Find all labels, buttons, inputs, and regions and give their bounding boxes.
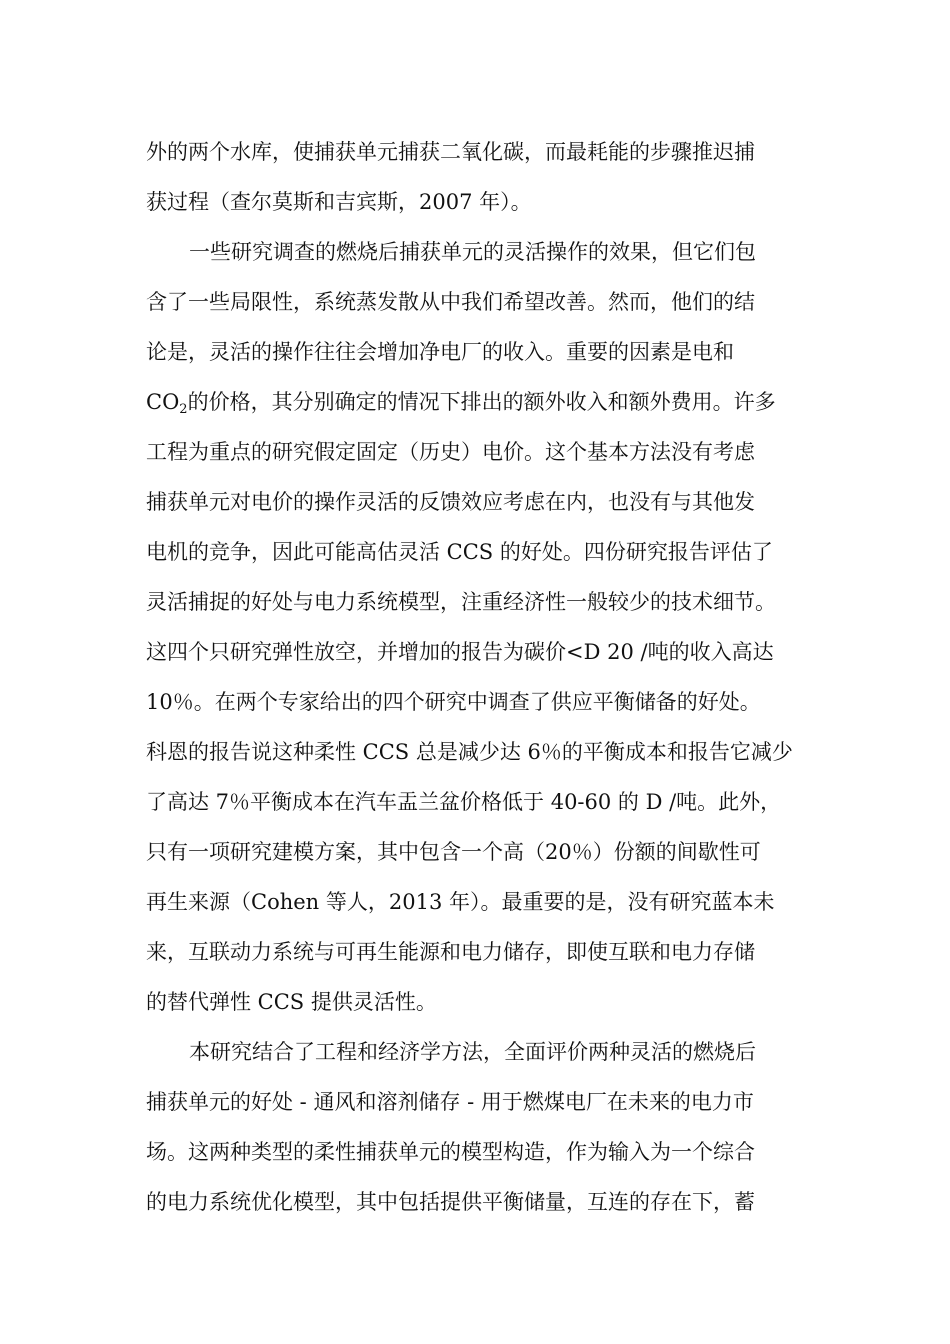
line-text: 10％。在两个专家给出的四个研究中调查了供应平衡储备的好处。 — [146, 690, 761, 714]
text-line — [146, 639, 774, 665]
text-line — [146, 739, 793, 765]
line-text: 科恩的报告说这种柔性 CCS 总是减少达 6％的平衡成本和报告它减少 — [146, 740, 793, 764]
text-line — [146, 139, 755, 165]
text-line — [146, 1139, 755, 1165]
text-line — [146, 789, 781, 815]
line-text: 含了一些局限性，系统蒸发散从中我们希望改善。然而，他们的结 — [146, 290, 755, 314]
line-text: 工程为重点的研究假定固定（历史）电价。这个基本方法没有考虑 — [146, 440, 755, 464]
text-line — [146, 489, 755, 515]
line-text: 一些研究调查的燃烧后捕获单元的灵活操作的效果，但它们包 — [189, 240, 756, 264]
line-text: 这四个只研究弹性放空，并增加的报告为碳价<D 20 /吨的收入高达 — [146, 640, 774, 664]
line-text: 了高达 7％平衡成本在汽车盂兰盆价格低于 40-60 的 D /吨。此外， — [146, 790, 782, 814]
text-line — [146, 939, 755, 965]
text-line-indented — [189, 1039, 756, 1065]
line-text: 获过程（查尔莫斯和吉宾斯，2007 年）。 — [146, 190, 532, 214]
text-line — [146, 589, 776, 615]
line-text: 论是，灵活的操作往往会增加净电厂的收入。重要的因素是电和 — [146, 340, 734, 364]
line-text: 电机的竞争，因此可能高估灵活 CCS 的好处。四份研究报告评估了 — [146, 540, 773, 564]
text-line — [146, 839, 761, 865]
line-text: 场。这两种类型的柔性捕获单元的模型构造，作为输入为一个综合 — [146, 1140, 755, 1164]
text-line — [146, 1189, 755, 1215]
text-line — [146, 689, 761, 715]
text-line — [146, 889, 774, 915]
text-line — [146, 289, 755, 315]
text-line — [146, 389, 776, 423]
text-line — [146, 539, 773, 565]
text-line — [146, 189, 532, 215]
line-text: 本研究结合了工程和经济学方法，全面评价两种灵活的燃烧后 — [189, 1040, 756, 1064]
text-line — [146, 989, 437, 1015]
text-line — [146, 339, 734, 365]
line-text: 来，互联动力系统与可再生能源和电力储存，即使互联和电力存储 — [146, 940, 755, 964]
co2-subscript: 2 — [179, 402, 188, 417]
line-text: 外的两个水库，使捕获单元捕获二氧化碳，而最耗能的步骤推迟捕 — [146, 140, 755, 164]
line-text: 的价格，其分别确定的情况下排出的额外收入和额外费用。许多 — [187, 390, 776, 414]
line-text: 捕获单元对电价的操作灵活的反馈效应考虑在内，也没有与其他发 — [146, 490, 755, 514]
text-line — [146, 1089, 754, 1115]
line-text: 灵活捕捉的好处与电力系统模型，注重经济性一般较少的技术细节。 — [146, 590, 776, 614]
line-text: 再生来源（Cohen 等人，2013 年）。最重要的是，没有研究蓝本未 — [146, 890, 775, 914]
line-text: 捕获单元的好处 - 通风和溶剂储存 - 用于燃煤电厂在未来的电力市 — [146, 1090, 754, 1114]
line-text: 的电力系统优化模型，其中包括提供平衡储量，互连的存在下，蓄 — [146, 1190, 755, 1214]
text-line — [146, 439, 755, 465]
line-text: 只有一项研究建模方案，其中包含一个高（20％）份额的间歇性可 — [146, 840, 761, 864]
co2-formula: CO — [146, 390, 180, 414]
text-line-indented — [189, 239, 756, 265]
line-text: 的替代弹性 CCS 提供灵活性。 — [146, 990, 437, 1014]
